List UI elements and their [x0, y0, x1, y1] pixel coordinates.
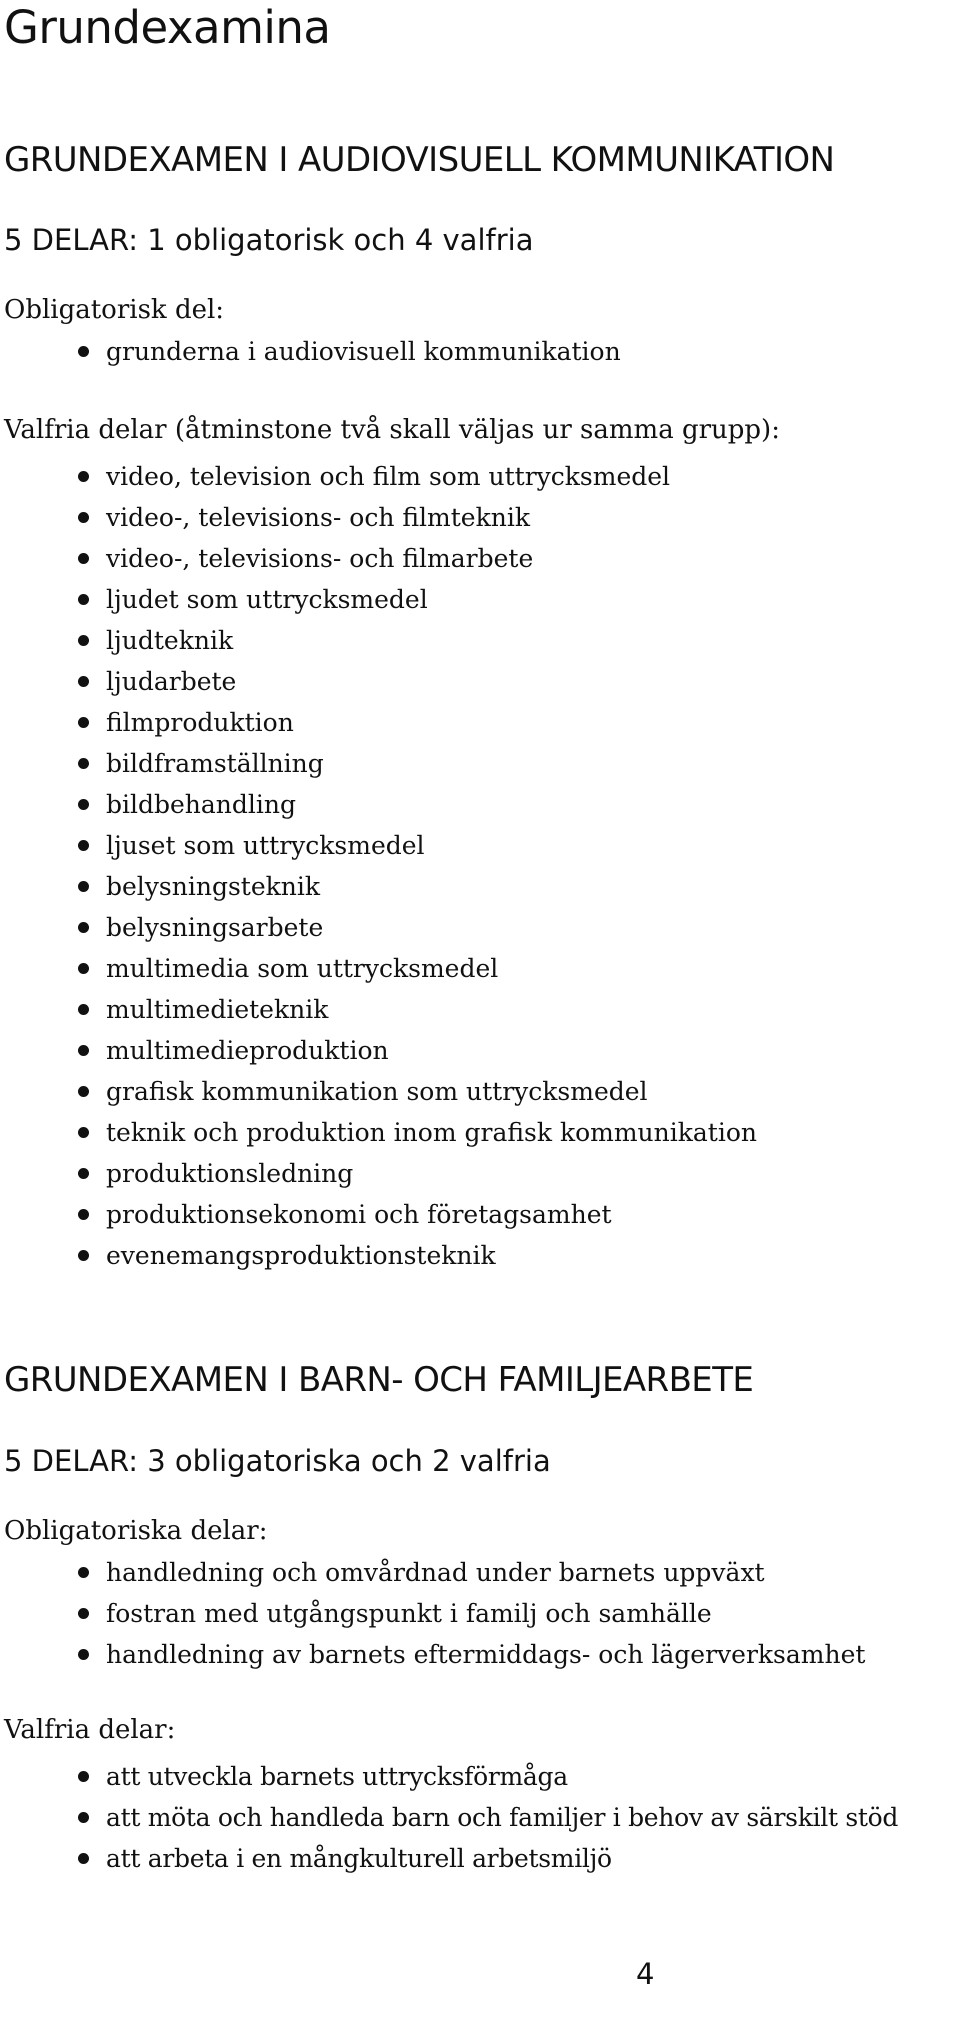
- bullet-icon: [78, 1567, 89, 1578]
- list-item-text: belysningsarbete: [106, 913, 324, 942]
- page-number: 4: [636, 1957, 655, 1991]
- list-item: [0, 702, 960, 743]
- mandatory-label: Obligatoriska delar:: [4, 1516, 268, 1546]
- page-title: Grundexamina: [4, 1, 331, 54]
- list-item-text: video, television och film som uttrycksmedel: [106, 462, 671, 491]
- list-item-text: bildframställning: [106, 749, 324, 778]
- list-item-text: handledning av barnets eftermiddags- och lägerverksamhet: [106, 1640, 866, 1669]
- list-item: [0, 1593, 960, 1634]
- list-item: [0, 866, 960, 907]
- bullet-icon: [78, 1127, 89, 1138]
- optional-list: [0, 456, 960, 1276]
- list-item-text: grafisk kommunikation som uttrycksmedel: [106, 1077, 648, 1106]
- bullet-icon: [78, 1853, 89, 1864]
- mandatory-list: [0, 1552, 960, 1675]
- list-item: [0, 579, 960, 620]
- list-item-text: fostran med utgångspunkt i familj och samhälle: [106, 1599, 712, 1628]
- list-item: [0, 497, 960, 538]
- bullet-icon: [78, 1168, 89, 1179]
- list-item-text: multimedia som uttrycksmedel: [106, 954, 499, 983]
- mandatory-label: Obligatorisk del:: [4, 295, 225, 325]
- section-subheading: 5 DELAR: 3 obligatoriska och 2 valfria: [4, 1444, 551, 1478]
- mandatory-list: [0, 331, 960, 372]
- list-item: [0, 620, 960, 661]
- list-item: [0, 1194, 960, 1235]
- bullet-icon: [78, 922, 89, 933]
- list-item-text: video-, televisions- och filmarbete: [106, 544, 534, 573]
- list-item-text: produktionsledning: [106, 1159, 354, 1188]
- bullet-icon: [78, 840, 89, 851]
- bullet-icon: [78, 799, 89, 810]
- list-item-text: video-, televisions- och filmteknik: [106, 503, 530, 532]
- bullet-icon: [78, 1608, 89, 1619]
- list-item: [0, 1838, 960, 1879]
- section-heading: GRUNDEXAMEN I AUDIOVISUELL KOMMUNIKATION: [4, 140, 835, 180]
- list-item: [0, 784, 960, 825]
- list-item-text: filmproduktion: [106, 708, 294, 737]
- optional-label: Valfria delar:: [4, 1715, 176, 1745]
- list-item: [0, 1235, 960, 1276]
- list-item: [0, 907, 960, 948]
- bullet-icon: [78, 963, 89, 974]
- bullet-icon: [78, 1250, 89, 1261]
- list-item-text: teknik och produktion inom grafisk kommunikation: [106, 1118, 758, 1147]
- bullet-icon: [78, 471, 89, 482]
- section-heading: GRUNDEXAMEN I BARN- OCH FAMILJEARBETE: [4, 1360, 754, 1400]
- bullet-icon: [78, 1004, 89, 1015]
- bullet-icon: [78, 758, 89, 769]
- bullet-icon: [78, 1771, 89, 1782]
- bullet-icon: [78, 1086, 89, 1097]
- bullet-icon: [78, 676, 89, 687]
- bullet-icon: [78, 594, 89, 605]
- list-item-text: ljudteknik: [106, 626, 234, 655]
- bullet-icon: [78, 1649, 89, 1660]
- bullet-icon: [78, 717, 89, 728]
- list-item: [0, 743, 960, 784]
- list-item-text: multimedieproduktion: [106, 1036, 389, 1065]
- list-item-text: multimedieteknik: [106, 995, 329, 1024]
- list-item-text: ljudarbete: [106, 667, 237, 696]
- list-item: [0, 989, 960, 1030]
- list-item: [0, 1756, 960, 1797]
- bullet-icon: [78, 512, 89, 523]
- list-item-text: grunderna i audiovisuell kommunikation: [106, 337, 621, 366]
- bullet-icon: [78, 553, 89, 564]
- list-item: [0, 948, 960, 989]
- list-item-text: evenemangsproduktionsteknik: [106, 1241, 496, 1270]
- list-item-text: handledning och omvårdnad under barnets uppväxt: [106, 1558, 765, 1587]
- list-item-text: ljudet som uttrycksmedel: [106, 585, 428, 614]
- bullet-icon: [78, 346, 89, 357]
- list-item: [0, 825, 960, 866]
- list-item: [0, 1112, 960, 1153]
- list-item: [0, 456, 960, 497]
- list-item: [0, 1071, 960, 1112]
- list-item-text: produktionsekonomi och företagsamhet: [106, 1200, 612, 1229]
- list-item-text: att möta och handleda barn och familjer i behov av särskilt stöd: [106, 1803, 899, 1832]
- optional-list: [0, 1756, 960, 1879]
- list-item-text: bildbehandling: [106, 790, 297, 819]
- list-item: [0, 1153, 960, 1194]
- optional-label: Valfria delar (åtminstone två skall väljas ur samma grupp):: [4, 415, 780, 445]
- list-item: [0, 1634, 960, 1675]
- list-item-text: ljuset som uttrycksmedel: [106, 831, 425, 860]
- list-item: [0, 661, 960, 702]
- bullet-icon: [78, 1045, 89, 1056]
- bullet-icon: [78, 635, 89, 646]
- bullet-icon: [78, 881, 89, 892]
- bullet-icon: [78, 1812, 89, 1823]
- list-item: [0, 331, 960, 372]
- list-item: [0, 538, 960, 579]
- list-item-text: belysningsteknik: [106, 872, 321, 901]
- bullet-icon: [78, 1209, 89, 1220]
- list-item: [0, 1030, 960, 1071]
- list-item: [0, 1797, 960, 1838]
- list-item: [0, 1552, 960, 1593]
- list-item-text: att utveckla barnets uttrycksförmåga: [106, 1762, 568, 1791]
- section-subheading: 5 DELAR: 1 obligatorisk och 4 valfria: [4, 223, 534, 257]
- list-item-text: att arbeta i en mångkulturell arbetsmiljö: [106, 1844, 612, 1873]
